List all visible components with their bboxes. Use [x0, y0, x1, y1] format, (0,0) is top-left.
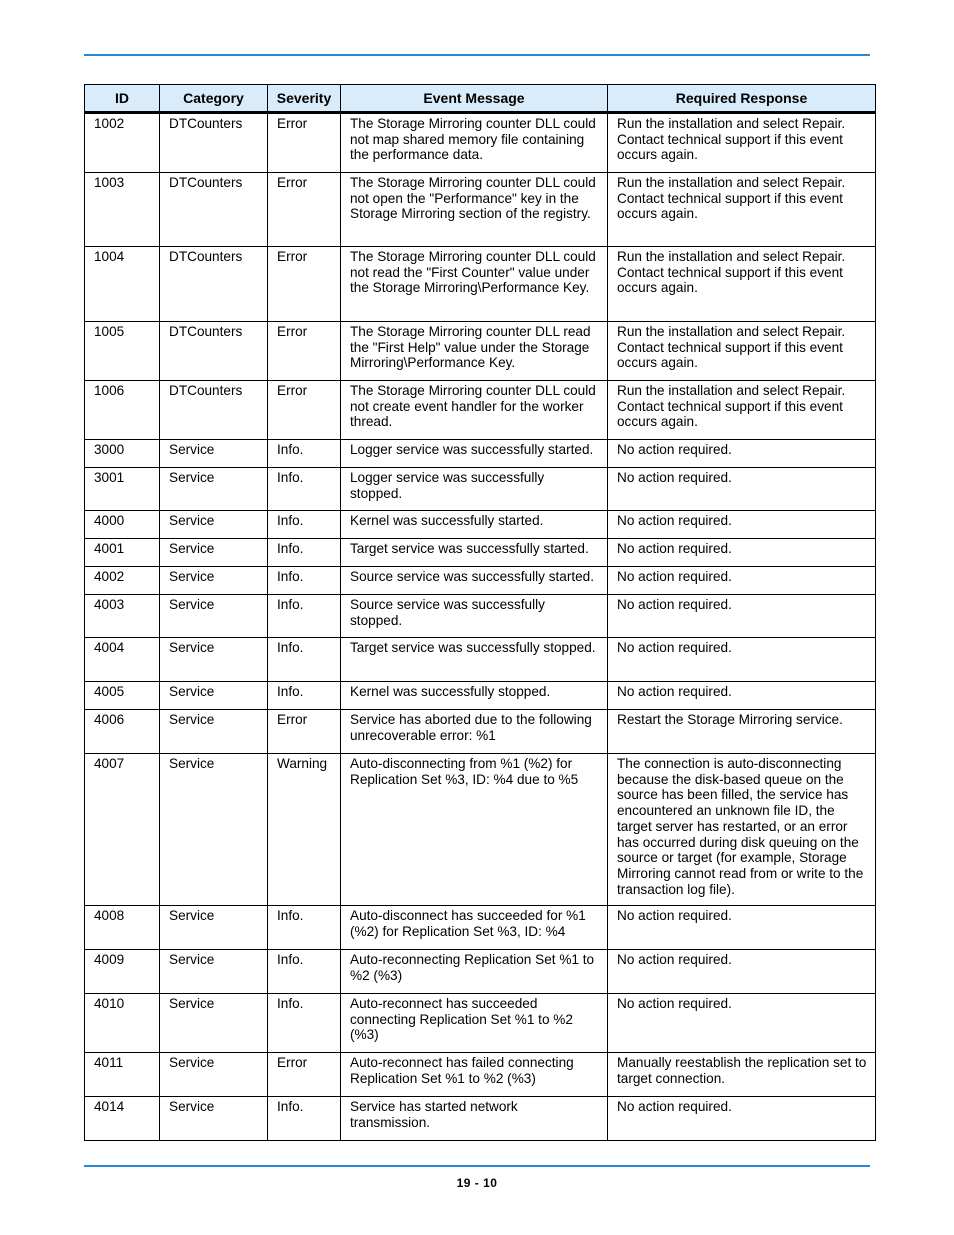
cell-id: 4003 — [85, 595, 160, 638]
header-rule — [84, 54, 870, 56]
cell-category: Service — [160, 567, 268, 595]
cell-required-response: No action required. — [608, 682, 876, 710]
cell-severity: Info. — [268, 638, 341, 682]
table-header-row — [85, 85, 876, 113]
cell-category: Service — [160, 950, 268, 994]
cell-severity: Error — [268, 322, 341, 381]
cell-id: 4008 — [85, 906, 160, 950]
cell-event-message: The Storage Mirroring counter DLL could not open the "Performance" key in the Storage Mirroring section of the registry. — [341, 173, 608, 247]
table-row — [85, 113, 876, 173]
table-row — [85, 638, 876, 682]
cell-required-response: No action required. — [608, 906, 876, 950]
cell-id: 4001 — [85, 539, 160, 567]
cell-id: 1003 — [85, 173, 160, 247]
cell-required-response: No action required. — [608, 950, 876, 994]
table-row — [85, 468, 876, 511]
cell-event-message: Target service was successfully started. — [341, 539, 608, 567]
cell-category: Service — [160, 754, 268, 906]
table-row — [85, 322, 876, 381]
cell-severity: Info. — [268, 950, 341, 994]
cell-required-response: Run the installation and select Repair. Contact technical support if this event occurs again. — [608, 173, 876, 247]
cell-id: 3000 — [85, 440, 160, 468]
cell-category: DTCounters — [160, 113, 268, 173]
cell-event-message: Source service was successfully started. — [341, 567, 608, 595]
cell-category: Service — [160, 682, 268, 710]
cell-severity: Info. — [268, 994, 341, 1053]
cell-severity: Info. — [268, 906, 341, 950]
cell-severity: Info. — [268, 595, 341, 638]
header-required-response: Required Response — [608, 85, 876, 113]
cell-category: Service — [160, 595, 268, 638]
cell-required-response: Run the installation and select Repair. Contact technical support if this event occurs again. — [608, 381, 876, 440]
cell-severity: Error — [268, 173, 341, 247]
cell-category: Service — [160, 906, 268, 950]
cell-event-message: Service has started network transmission. — [341, 1097, 608, 1141]
cell-severity: Info. — [268, 511, 341, 539]
cell-event-message: Logger service was successfully started. — [341, 440, 608, 468]
cell-severity: Info. — [268, 539, 341, 567]
cell-id: 4006 — [85, 710, 160, 754]
cell-event-message: Target service was successfully stopped. — [341, 638, 608, 682]
cell-required-response: No action required. — [608, 440, 876, 468]
table-row — [85, 511, 876, 539]
cell-event-message: Auto-disconnecting from %1 (%2) for Replication Set %3, ID: %4 due to %5 — [341, 754, 608, 906]
cell-category: DTCounters — [160, 247, 268, 322]
cell-severity: Error — [268, 381, 341, 440]
cell-event-message: Auto-disconnect has succeeded for %1 (%2) for Replication Set %3, ID: %4 — [341, 906, 608, 950]
table-row — [85, 567, 876, 595]
cell-required-response: No action required. — [608, 595, 876, 638]
cell-severity: Error — [268, 113, 341, 173]
header-event-message: Event Message — [341, 85, 608, 113]
cell-required-response: No action required. — [608, 994, 876, 1053]
table-row — [85, 173, 876, 247]
footer-rule — [84, 1165, 870, 1167]
cell-category: Service — [160, 1097, 268, 1141]
page-number: 19 - 10 — [456, 1176, 498, 1190]
table-body — [85, 113, 876, 1141]
cell-category: DTCounters — [160, 322, 268, 381]
cell-severity: Error — [268, 1053, 341, 1097]
cell-required-response: No action required. — [608, 511, 876, 539]
cell-event-message: Logger service was successfully stopped. — [341, 468, 608, 511]
table-row — [85, 906, 876, 950]
cell-category: Service — [160, 539, 268, 567]
header-severity: Severity — [268, 85, 341, 113]
cell-required-response: Run the installation and select Repair. Contact technical support if this event occurs again. — [608, 247, 876, 322]
cell-category: Service — [160, 638, 268, 682]
cell-id: 1005 — [85, 322, 160, 381]
cell-required-response: The connection is auto-disconnecting because the disk-based queue on the source has been filled, the service has encountered an unknown file ID, the target server has restarted, or an error has occurred during disk queuing on the source or target (for example, Storage Mirroring cannot read from or write to the transaction log file). — [608, 754, 876, 906]
cell-id: 3001 — [85, 468, 160, 511]
cell-severity: Error — [268, 247, 341, 322]
cell-event-message: Kernel was successfully stopped. — [341, 682, 608, 710]
table-row — [85, 710, 876, 754]
cell-category: Service — [160, 511, 268, 539]
table-row — [85, 950, 876, 994]
cell-category: Service — [160, 994, 268, 1053]
cell-severity: Info. — [268, 1097, 341, 1141]
cell-id: 1006 — [85, 381, 160, 440]
cell-severity: Info. — [268, 440, 341, 468]
cell-required-response: No action required. — [608, 567, 876, 595]
cell-event-message: Auto-reconnect has succeeded connecting Replication Set %1 to %2 (%3) — [341, 994, 608, 1053]
header-id: ID — [85, 85, 160, 113]
cell-event-message: The Storage Mirroring counter DLL could not map shared memory file containing the performance data. — [341, 113, 608, 173]
event-table — [84, 84, 876, 1141]
cell-id: 4014 — [85, 1097, 160, 1141]
table-row — [85, 539, 876, 567]
cell-event-message: The Storage Mirroring counter DLL could not create event handler for the worker thread. — [341, 381, 608, 440]
header-category: Category — [160, 85, 268, 113]
cell-severity: Info. — [268, 682, 341, 710]
cell-required-response: Restart the Storage Mirroring service. — [608, 710, 876, 754]
cell-event-message: The Storage Mirroring counter DLL read the "First Help" value under the Storage Mirroring\Performance Key. — [341, 322, 608, 381]
cell-severity: Warning — [268, 754, 341, 906]
table-row — [85, 682, 876, 710]
cell-category: Service — [160, 1053, 268, 1097]
table-row — [85, 754, 876, 906]
cell-category: Service — [160, 440, 268, 468]
cell-event-message: Kernel was successfully started. — [341, 511, 608, 539]
cell-id: 4009 — [85, 950, 160, 994]
cell-id: 4011 — [85, 1053, 160, 1097]
cell-severity: Info. — [268, 567, 341, 595]
cell-event-message: Source service was successfully stopped. — [341, 595, 608, 638]
cell-event-message: Auto-reconnecting Replication Set %1 to %2 (%3) — [341, 950, 608, 994]
cell-category: DTCounters — [160, 381, 268, 440]
cell-id: 4004 — [85, 638, 160, 682]
cell-severity: Error — [268, 710, 341, 754]
cell-id: 4007 — [85, 754, 160, 906]
cell-event-message: Auto-reconnect has failed connecting Replication Set %1 to %2 (%3) — [341, 1053, 608, 1097]
table-row — [85, 994, 876, 1053]
table-row — [85, 595, 876, 638]
cell-event-message: The Storage Mirroring counter DLL could not read the "First Counter" value under the Storage Mirroring\Performance Key. — [341, 247, 608, 322]
cell-id: 4005 — [85, 682, 160, 710]
cell-required-response: No action required. — [608, 1097, 876, 1141]
cell-required-response: Manually reestablish the replication set to target connection. — [608, 1053, 876, 1097]
cell-id: 1002 — [85, 113, 160, 173]
cell-id: 4000 — [85, 511, 160, 539]
cell-category: Service — [160, 710, 268, 754]
cell-id: 1004 — [85, 247, 160, 322]
table-row — [85, 1053, 876, 1097]
cell-required-response: No action required. — [608, 539, 876, 567]
table-row — [85, 440, 876, 468]
cell-required-response: Run the installation and select Repair. Contact technical support if this event occurs again. — [608, 113, 876, 173]
cell-id: 4002 — [85, 567, 160, 595]
cell-category: Service — [160, 468, 268, 511]
table-row — [85, 1097, 876, 1141]
cell-required-response: No action required. — [608, 638, 876, 682]
cell-id: 4010 — [85, 994, 160, 1053]
cell-event-message: Service has aborted due to the following unrecoverable error: %1 — [341, 710, 608, 754]
table-row — [85, 381, 876, 440]
table-row — [85, 247, 876, 322]
cell-category: DTCounters — [160, 173, 268, 247]
cell-severity: Info. — [268, 468, 341, 511]
cell-required-response: Run the installation and select Repair. Contact technical support if this event occurs again. — [608, 322, 876, 381]
cell-required-response: No action required. — [608, 468, 876, 511]
